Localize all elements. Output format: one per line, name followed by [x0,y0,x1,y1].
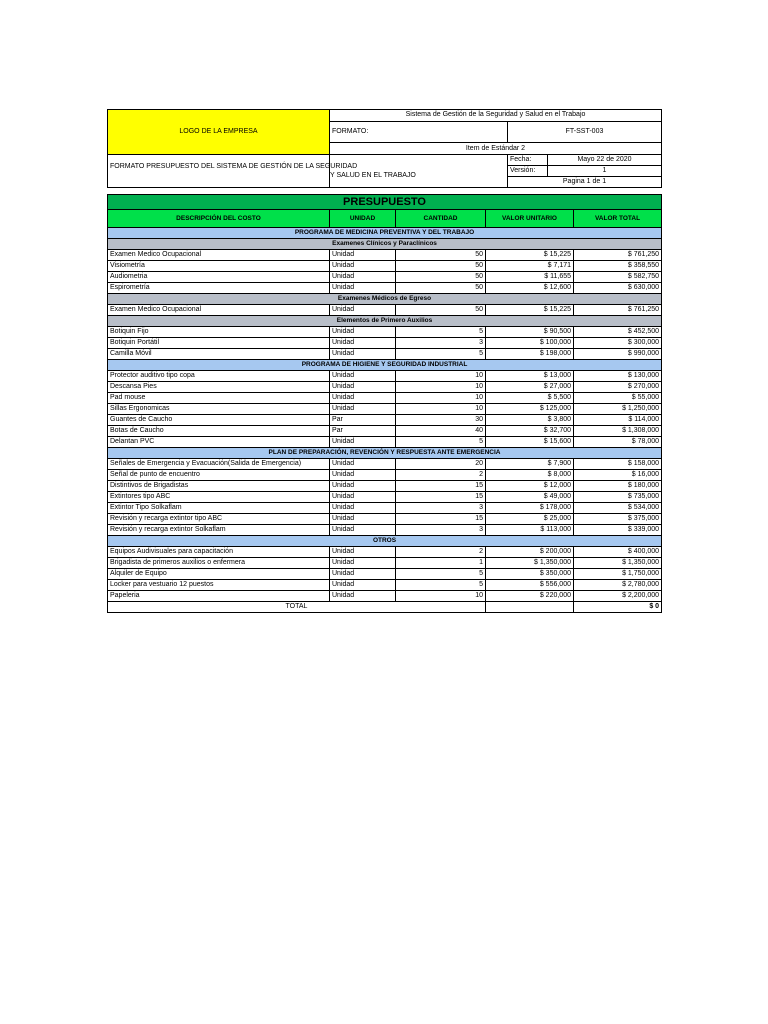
cost-description: Sillas Ergonomicas [108,404,330,415]
table-row [108,283,662,294]
cost-unit-value: $ 25,000 [486,514,574,525]
section-title: PROGRAMA DE MEDICINA PREVENTIVA Y DEL TRABAJO [108,228,662,239]
formato-label: FORMATO: [330,121,508,143]
cost-total-value: $ 1,308,000 [574,426,662,437]
cost-total-value: $ 78,000 [574,437,662,448]
cost-unit-value: $ 220,000 [486,591,574,602]
cost-unit-value: $ 113,000 [486,525,574,536]
item-estandar: Item de Estándar 2 [330,143,662,155]
document-title-line2: Y SALUD EN EL TRABAJO [330,172,416,179]
cost-unit-value: $ 90,500 [486,327,574,338]
section-header [108,360,662,371]
cost-total-value: $ 2,200,000 [574,591,662,602]
cost-unit-value: $ 49,000 [486,492,574,503]
cost-unit: Unidad [330,481,396,492]
group-title: Examenes Médicos de Egreso [108,294,662,305]
cost-unit-value: $ 15,225 [486,250,574,261]
cost-quantity: 5 [396,327,486,338]
formato-code: FT-SST-003 [508,121,662,143]
cost-unit: Unidad [330,503,396,514]
col-descripcion: DESCRIPCIÓN DEL COSTO [108,210,330,228]
cost-unit: Unidad [330,305,396,316]
table-row [108,305,662,316]
cost-total-value: $ 300,000 [574,338,662,349]
table-row [108,547,662,558]
col-unidad: UNIDAD [330,210,396,228]
fecha-value: Mayo 22 de 2020 [548,155,662,166]
group-title: Examenes Clínicos y Paraclínicos [108,239,662,250]
table-row [108,470,662,481]
cost-description: Espirometría [108,283,330,294]
cost-description: Botas de Caucho [108,426,330,437]
group-header [108,294,662,305]
fecha-label: Fecha: [508,155,548,166]
table-row [108,503,662,514]
table-row [108,349,662,360]
cost-quantity: 10 [396,382,486,393]
cost-unit-value: $ 3,800 [486,415,574,426]
cost-description: Visiometría [108,261,330,272]
col-valor-unitario: VALOR UNITARIO [486,210,574,228]
cost-description: Examen Medico Ocupacional [108,250,330,261]
cost-total-value: $ 534,000 [574,503,662,514]
cost-quantity: 50 [396,261,486,272]
section-title: PROGRAMA DE HIGIENE Y SEGURIDAD INDUSTRIAL [108,360,662,371]
cost-unit: Unidad [330,580,396,591]
col-cantidad: CANTIDAD [396,210,486,228]
table-row [108,514,662,525]
cost-description: Señales de Emergencia y Evacuación(Salida de Emergencia) [108,459,330,470]
header-table [107,109,662,188]
cost-unit-value: $ 12,600 [486,283,574,294]
cost-description: Extintores tipo ABC [108,492,330,503]
cost-unit-value: $ 27,000 [486,382,574,393]
cost-quantity: 5 [396,580,486,591]
table-row [108,591,662,602]
cost-unit: Unidad [330,525,396,536]
cost-description: Botiquin Portátil [108,338,330,349]
cost-total-value: $ 375,000 [574,514,662,525]
budget-title: PRESUPUESTO [108,195,662,210]
cost-description: Delantan PVC [108,437,330,448]
table-row [108,481,662,492]
cost-quantity: 2 [396,547,486,558]
table-row [108,382,662,393]
cost-quantity: 10 [396,393,486,404]
table-row [108,327,662,338]
col-valor-total: VALOR TOTAL [574,210,662,228]
section-title: PLAN DE PREPARACIÓN, REVENCIÓN Y RESPUESTA ANTE EMERGENCIA [108,448,662,459]
total-value: $ 0 [574,602,662,613]
cost-unit: Unidad [330,437,396,448]
cost-unit: Unidad [330,558,396,569]
cost-description: Señal de punto de encuentro [108,470,330,481]
table-row [108,272,662,283]
cost-unit: Unidad [330,514,396,525]
cost-unit: Unidad [330,283,396,294]
cost-unit: Unidad [330,327,396,338]
cost-description: Examen Medico Ocupacional [108,305,330,316]
budget-body [108,228,662,602]
cost-unit-value: $ 32,700 [486,426,574,437]
cost-unit: Unidad [330,470,396,481]
system-title: Sistema de Gestión de la Seguridad y Salud en el Trabajo [330,110,662,122]
cost-quantity: 50 [396,250,486,261]
cost-total-value: $ 2,780,000 [574,580,662,591]
cost-unit: Unidad [330,492,396,503]
cost-total-value: $ 130,000 [574,371,662,382]
cost-description: Extintor Tipo Solkaflam [108,503,330,514]
cost-unit-value: $ 125,000 [486,404,574,415]
cost-description: Botiquin Fijo [108,327,330,338]
cost-description: Papeleria [108,591,330,602]
cost-unit: Par [330,426,396,437]
cost-unit: Unidad [330,338,396,349]
cost-quantity: 15 [396,481,486,492]
cost-unit: Unidad [330,349,396,360]
table-row [108,415,662,426]
cost-unit: Unidad [330,459,396,470]
cost-unit: Unidad [330,261,396,272]
cost-total-value: $ 582,750 [574,272,662,283]
cost-quantity: 50 [396,272,486,283]
cost-description: Revisión y recarga extintor Solkaflam [108,525,330,536]
budget-sheet [107,109,661,613]
cost-unit: Unidad [330,250,396,261]
cost-quantity: 40 [396,426,486,437]
cost-description: Protector auditivo tipo copa [108,371,330,382]
section-title: OTROS [108,536,662,547]
cost-unit-value: $ 178,000 [486,503,574,514]
cost-quantity: 20 [396,459,486,470]
group-title: Elementos de Primero Auxilios [108,316,662,327]
cost-unit: Unidad [330,591,396,602]
cost-unit-value: $ 15,600 [486,437,574,448]
cost-quantity: 15 [396,492,486,503]
cost-total-value: $ 339,000 [574,525,662,536]
cost-total-value: $ 358,550 [574,261,662,272]
cost-description: Locker para vestuario 12 puestos [108,580,330,591]
company-logo: LOGO DE LA EMPRESA [108,110,330,155]
table-row [108,426,662,437]
cost-unit: Unidad [330,569,396,580]
section-header [108,536,662,547]
cost-unit-value: $ 11,655 [486,272,574,283]
cost-total-value: $ 990,000 [574,349,662,360]
cost-description: Revisión y recarga extintor tipo ABC [108,514,330,525]
cost-quantity: 50 [396,283,486,294]
cost-quantity: 3 [396,525,486,536]
cost-total-value: $ 114,000 [574,415,662,426]
cost-quantity: 5 [396,349,486,360]
table-row [108,525,662,536]
section-header [108,228,662,239]
table-row [108,371,662,382]
version-value: 1 [548,166,662,177]
cost-quantity: 2 [396,470,486,481]
blank-cell [486,602,574,613]
cost-description: Brigadista de primeros auxilios o enfermera [108,558,330,569]
table-row [108,261,662,272]
cost-unit-value: $ 200,000 [486,547,574,558]
table-row [108,492,662,503]
cost-unit: Unidad [330,272,396,283]
cost-total-value: $ 1,250,000 [574,404,662,415]
cost-unit-value: $ 1,350,000 [486,558,574,569]
cost-total-value: $ 1,750,000 [574,569,662,580]
cost-total-value: $ 452,500 [574,327,662,338]
table-row [108,459,662,470]
cost-unit-value: $ 350,000 [486,569,574,580]
cost-quantity: 1 [396,558,486,569]
table-row [108,404,662,415]
cost-total-value: $ 761,250 [574,305,662,316]
cost-total-value: $ 16,000 [574,470,662,481]
cost-unit-value: $ 100,000 [486,338,574,349]
cost-unit: Par [330,415,396,426]
cost-unit: Unidad [330,371,396,382]
cost-total-value: $ 180,000 [574,481,662,492]
cost-total-value: $ 158,000 [574,459,662,470]
cost-description: Alquiler de Equipo [108,569,330,580]
version-label: Versión: [508,166,548,177]
cost-unit-value: $ 556,000 [486,580,574,591]
cost-unit: Unidad [330,547,396,558]
cost-total-value: $ 270,000 [574,382,662,393]
cost-unit-value: $ 15,225 [486,305,574,316]
cost-total-value: $ 761,250 [574,250,662,261]
cost-unit: Unidad [330,382,396,393]
cost-quantity: 30 [396,415,486,426]
cost-unit-value: $ 13,000 [486,371,574,382]
cost-quantity: 50 [396,305,486,316]
cost-quantity: 10 [396,371,486,382]
cost-unit: Unidad [330,393,396,404]
total-label: TOTAL [108,602,486,613]
cost-quantity: 3 [396,338,486,349]
group-header [108,239,662,250]
cost-total-value: $ 1,350,000 [574,558,662,569]
cost-unit-value: $ 8,000 [486,470,574,481]
table-row [108,250,662,261]
cost-description: Guantes de Caucho [108,415,330,426]
cost-quantity: 15 [396,514,486,525]
cost-quantity: 3 [396,503,486,514]
group-header [108,316,662,327]
cost-unit-value: $ 5,500 [486,393,574,404]
cost-description: Descansa Pies [108,382,330,393]
document-title-line1: FORMATO PRESUPUESTO DEL SISTEMA DE GESTIÓN DE LA SEGURIDAD [110,163,358,170]
budget-table [107,194,662,613]
cost-quantity: 5 [396,569,486,580]
cost-description: Equipos Audivisuales para capacitación [108,547,330,558]
cost-total-value: $ 400,000 [574,547,662,558]
document-title [108,155,416,188]
cost-unit-value: $ 7,171 [486,261,574,272]
table-row [108,569,662,580]
table-row [108,558,662,569]
cost-unit-value: $ 198,000 [486,349,574,360]
table-row [108,338,662,349]
section-header [108,448,662,459]
cost-description: Distintivos de Brigadistas [108,481,330,492]
cost-total-value: $ 735,000 [574,492,662,503]
cost-description: Camilla Móvil [108,349,330,360]
cost-total-value: $ 630,000 [574,283,662,294]
pagina: Pagina 1 de 1 [508,177,662,188]
cost-quantity: 5 [396,437,486,448]
cost-unit-value: $ 7,900 [486,459,574,470]
cost-total-value: $ 55,000 [574,393,662,404]
cost-unit-value: $ 12,000 [486,481,574,492]
cost-description: Audiometria [108,272,330,283]
cost-description: Pad mouse [108,393,330,404]
cost-unit: Unidad [330,404,396,415]
table-row [108,393,662,404]
cost-quantity: 10 [396,591,486,602]
table-row [108,580,662,591]
table-row [108,437,662,448]
cost-quantity: 10 [396,404,486,415]
